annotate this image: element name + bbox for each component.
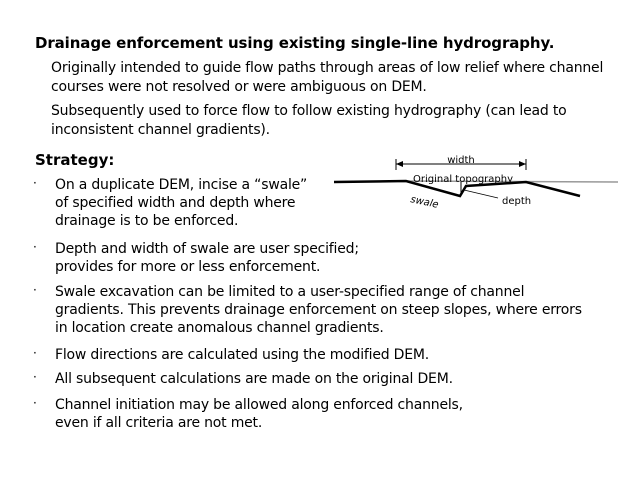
bullet-text: On a duplicate DEM, incise a “swale” of specified width and depth where drainage is to be enforced. bbox=[55, 177, 308, 229]
width-label: width bbox=[447, 155, 475, 166]
bullet-text: Flow directions are calculated using the modified DEM. bbox=[55, 347, 430, 363]
bullet-dot: · bbox=[33, 176, 37, 190]
bullet-dot: · bbox=[33, 370, 37, 384]
width-arrow-left bbox=[396, 161, 403, 167]
strategy-heading: Strategy: bbox=[35, 151, 115, 169]
bullet-text: All subsequent calculations are made on the original DEM. bbox=[55, 371, 453, 387]
bullet-text: Channel initiation may be allowed along enforced channels, even if all criteria are not met. bbox=[55, 397, 463, 431]
bullet-text: Swale excavation can be limited to a user-specified range of channel gradients. This prevents drainage enforcement on steep slopes, where errors in location create anomalous channel gradients. bbox=[55, 284, 582, 336]
intro-paragraph-1: Originally intended to guide flow paths through areas of low relief where channel courses were not resolved or were ambiguous on DEM. bbox=[51, 60, 604, 95]
width-arrow-right bbox=[519, 161, 526, 167]
slide-title: Drainage enforcement using existing single-line hydrography. bbox=[35, 34, 555, 52]
bullet-dot: · bbox=[33, 240, 37, 254]
topography-label: Original topography bbox=[413, 174, 514, 185]
depth-leader-line bbox=[464, 190, 498, 198]
bullet-dot: · bbox=[33, 346, 37, 360]
swale-diagram bbox=[330, 152, 620, 212]
bullet-dot: · bbox=[33, 283, 37, 297]
swale-label: swale bbox=[409, 194, 440, 211]
bullet-text: Depth and width of swale are user specified; provides for more or less enforcement. bbox=[55, 241, 359, 275]
intro-paragraph-2: Subsequently used to force flow to follow existing hydrography (can lead to inconsistent channel gradients). bbox=[51, 103, 567, 138]
depth-label: depth bbox=[502, 196, 532, 207]
bullet-dot: · bbox=[33, 396, 37, 410]
